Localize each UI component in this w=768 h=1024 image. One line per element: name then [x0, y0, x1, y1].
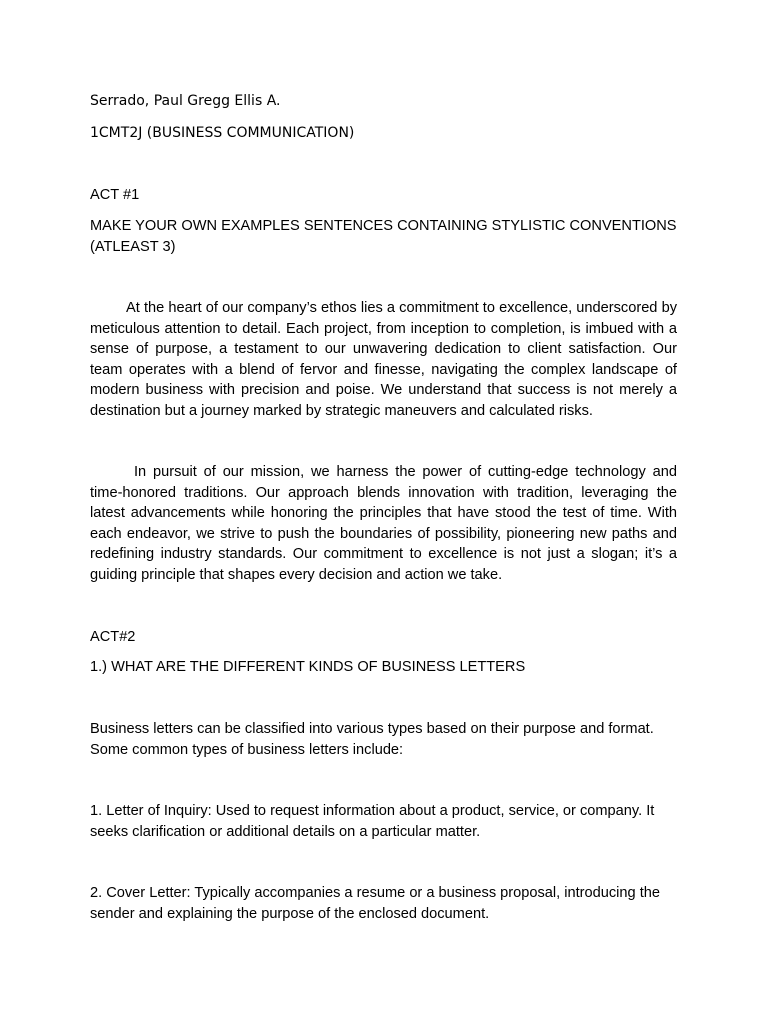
- act1-paragraph-2: In pursuit of our mission, we harness the power of cutting-edge technology and time-honored traditions. Our approach blends innovation with tradition, leveraging the latest advancements while honoring the principles that have stood the test of time. With each endeavor, we strive to push the boundaries of possibility, pioneering new paths and redefining industry standards. Our commitment to excellence is not just a slogan; it’s a guiding principle that shapes every decision and action we take.: [90, 464, 677, 583]
- act1-heading: ACT #1: [90, 187, 140, 203]
- student-name: Serrado, Paul Gregg Ellis A.: [90, 93, 281, 109]
- course-title: 1CMT2J (BUSINESS COMMUNICATION): [90, 125, 355, 141]
- act2-item-1: 1. Letter of Inquiry: Used to request information about a product, service, or company. It seeks clarification or additional details on a particular matter.: [90, 803, 655, 840]
- act1-paragraph-1: At the heart of our company’s ethos lies a commitment to excellence, underscored by meticulous attention to detail. Each project, from inception to completion, is imbued with a sense of purpose, a testament to our unwavering dedication to client satisfaction. Our team operates with a blend of fervor and finesse, navigating the complex landscape of modern business with precision and poise. We understand that success is not merely a destination but a journey marked by strategic maneuvers and calculated risks.: [90, 300, 677, 419]
- act2-question: 1.) WHAT ARE THE DIFFERENT KINDS OF BUSINESS LETTERS: [90, 659, 526, 675]
- act1-instruction: MAKE YOUR OWN EXAMPLES SENTENCES CONTAINING STYLISTIC CONVENTIONS (ATLEAST 3): [90, 218, 677, 255]
- act2-item-2: 2. Cover Letter: Typically accompanies a resume or a business proposal, introducing the sender and explaining the purpose of the enclosed document.: [90, 885, 660, 922]
- act2-heading: ACT#2: [90, 629, 136, 645]
- act2-intro: Business letters can be classified into various types based on their purpose and format. Some common types of business letters include:: [90, 721, 654, 758]
